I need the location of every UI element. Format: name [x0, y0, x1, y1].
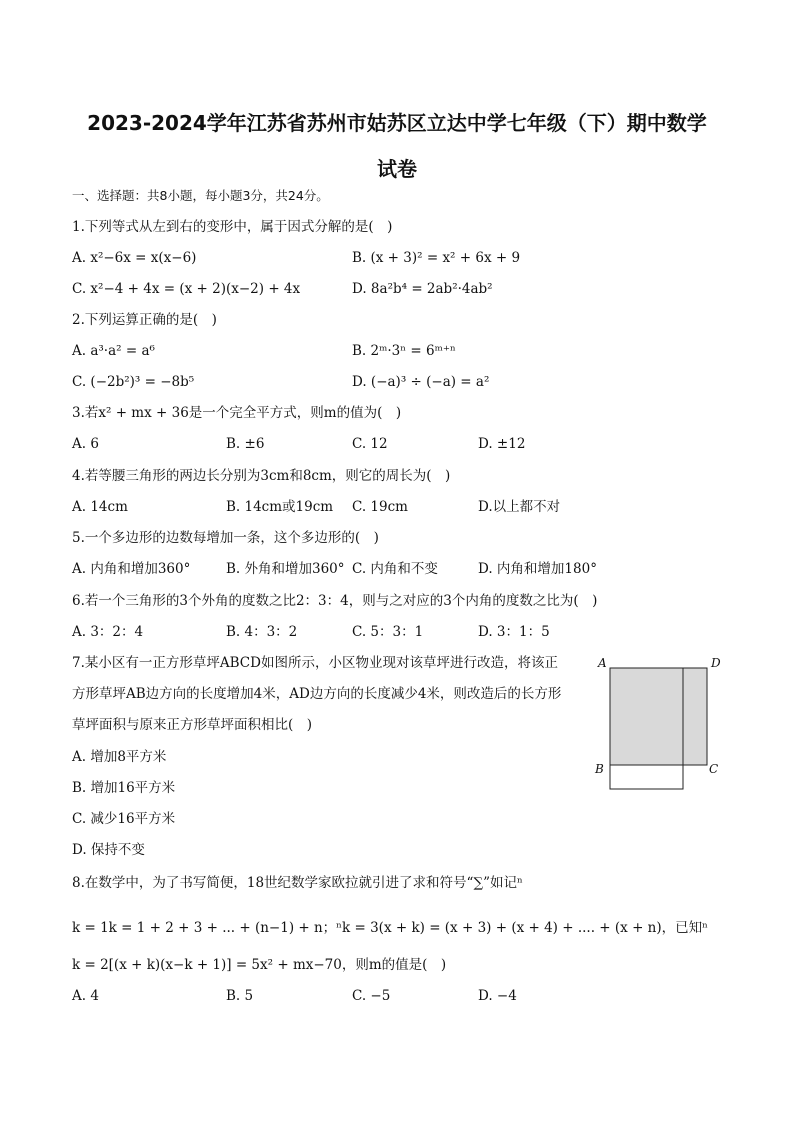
q7-stem-line-2: 方形草坪AB边方向的长度增加4米，AD边方向的长度减少4米，则改造后的长方形 [72, 686, 562, 702]
q1-option-a: A. x²−6x = x(x−6) [72, 250, 197, 266]
vertex-c-label: C [709, 762, 719, 776]
q3-stem: 3.若x² + mx + 36是一个完全平方式，则m的值为( ) [72, 405, 402, 421]
q2-stem: 2.下列运算正确的是( ) [72, 312, 217, 328]
q6-option-c: C. 5：3：1 [352, 624, 424, 640]
q1-stem: 1.下列等式从左到右的变形中，属于因式分解的是( ) [72, 219, 393, 235]
q6-option-b: B. 4：3：2 [226, 624, 298, 640]
square-lawn-figure [588, 650, 728, 800]
q3-option-c: C. 12 [352, 436, 388, 452]
section-heading: 一、选择题：共8小题，每小题3分，共24分。 [72, 188, 329, 203]
q4-option-d: D.以上都不对 [478, 499, 561, 515]
q5-option-c: C. 内角和不变 [352, 561, 438, 577]
title-line-2: 试卷 [377, 157, 417, 181]
q7-option-d: D. 保持不变 [72, 842, 145, 858]
q5-option-b: B. 外角和增加360° [226, 561, 345, 577]
q7-option-c: C. 减少16平方米 [72, 811, 176, 827]
q7-stem-line-1: 7.某小区有一正方形草坪ABCD如图所示，小区物业现对该草坪进行改造，将该正 [72, 655, 558, 671]
q5-stem: 5.一个多边形的边数每增加一条，这个多边形的( ) [72, 530, 379, 546]
q7-stem-line-3: 草坪面积与原来正方形草坪面积相比( ) [72, 717, 313, 733]
q1-option-c: C. x²−4 + 4x = (x + 2)(x−2) + 4x [72, 281, 301, 297]
q4-option-a: A. 14cm [72, 499, 128, 515]
q3-option-d: D. ±12 [478, 436, 526, 452]
q3-option-b: B. ±6 [226, 436, 265, 452]
exam-title [0, 100, 794, 192]
q5-option-d: D. 内角和增加180° [478, 561, 597, 577]
q8-option-a: A. 4 [72, 988, 99, 1004]
q4-stem: 4.若等腰三角形的两边长分别为3cm和8cm，则它的周长为( ) [72, 468, 451, 484]
q2-option-b: B. 2ᵐ·3ⁿ = 6ᵐ⁺ⁿ [352, 343, 456, 359]
q8-stem-line-2: k = 1k = 1 + 2 + 3 + ... + (n−1) + n；ⁿk = 3(x + k) = (x + 3) + (x + 4) + .... + (x + n)，已知ⁿ [72, 920, 708, 936]
q2-option-d: D. (−a)³ ÷ (−a) = a² [352, 374, 490, 390]
q4-option-c: C. 19cm [352, 499, 408, 515]
q8-option-d: D. −4 [478, 988, 517, 1004]
q6-option-a: A. 3：2：4 [72, 624, 144, 640]
vertex-d-label: D [711, 656, 721, 670]
q5-option-a: A. 内角和增加360° [72, 561, 191, 577]
q8-option-b: B. 5 [226, 988, 254, 1004]
q7-option-a: A. 增加8平方米 [72, 749, 167, 765]
q8-stem-line-3: k = 2[(x + k)(x−k + 1)] = 5x² + mx−70，则m的值是( ) [72, 957, 447, 973]
q4-option-b: B. 14cm或19cm [226, 499, 334, 515]
title-line-1: 2023-2024学年江苏省苏州市姑苏区立达中学七年级（下）期中数学 [87, 111, 707, 135]
vertex-a-label: A [598, 656, 607, 670]
vertex-b-label: B [595, 762, 604, 776]
q6-stem: 6.若一个三角形的3个外角的度数之比2：3：4，则与之对应的3个内角的度数之比为( ) [72, 593, 598, 609]
q3-option-a: A. 6 [72, 436, 99, 452]
q7-option-b: B. 增加16平方米 [72, 780, 176, 796]
q1-option-b: B. (x + 3)² = x² + 6x + 9 [352, 250, 521, 266]
q8-option-c: C. −5 [352, 988, 391, 1004]
q2-option-c: C. (−2b²)³ = −8b⁵ [72, 374, 195, 390]
q1-option-d: D. 8a²b⁴ = 2ab²·4ab² [352, 281, 493, 297]
square-abcd [610, 668, 707, 765]
q8-stem-line-1: 8.在数学中，为了书写简便，18世纪数学家欧拉就引进了求和符号“∑”如记ⁿ [72, 875, 523, 891]
q2-option-a: A. a³·a² = a⁶ [72, 343, 155, 359]
q6-option-d: D. 3：1：5 [478, 624, 550, 640]
